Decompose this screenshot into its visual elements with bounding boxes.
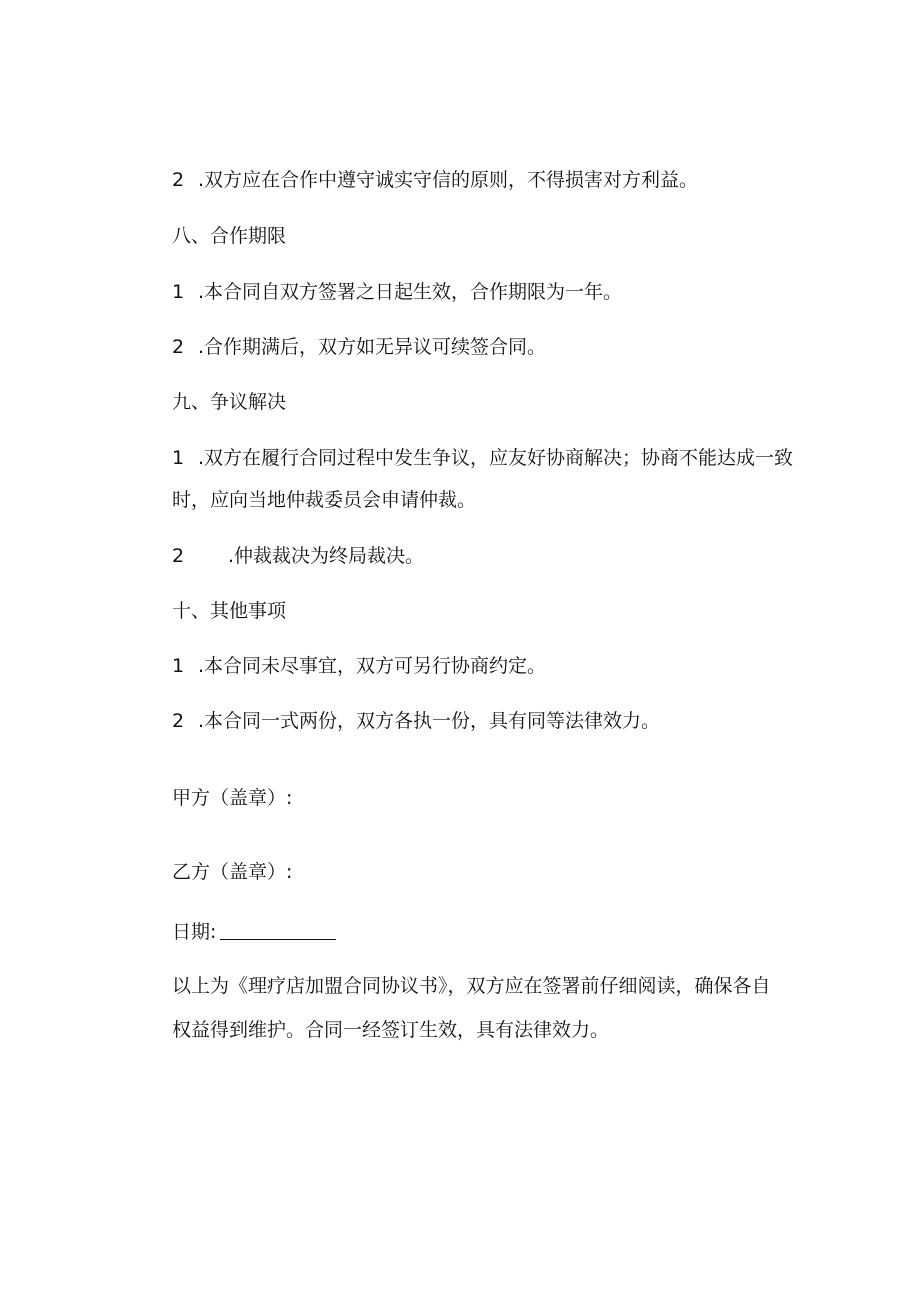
section-heading-8: 八、合作期限 [172, 225, 287, 247]
party-b-seal: 乙方（盖章）: [172, 861, 293, 883]
clause-number: 1 [172, 281, 185, 303]
party-a-seal: 甲方（盖章）: [172, 787, 293, 809]
date-row [172, 918, 336, 946]
clause-9-1-continued [172, 486, 476, 514]
clause-8-1 [172, 278, 622, 306]
clause-text: .本合同未尽事宜，双方可另行协商约定。 [198, 655, 547, 677]
section-heading-9: 九、争议解决 [172, 391, 287, 413]
clause-number: 1 [172, 655, 185, 677]
clause-8-2 [172, 333, 546, 361]
clause-text: .仲裁裁决为终局裁决。 [228, 545, 425, 567]
date-blank-line [220, 921, 336, 940]
date-label: 日期: [172, 921, 217, 943]
clause-text: .合作期满后，双方如无异议可续签合同。 [198, 336, 547, 358]
clause-number: 2 [172, 545, 185, 567]
clause-7-2 [172, 166, 698, 194]
clause-text-line1: .双方在履行合同过程中发生争议，应友好协商解决；协商不能达成一致 [198, 447, 794, 469]
clause-text-line2: 时，应向当地仲裁委员会申请仲裁。 [172, 489, 477, 511]
clause-10-2 [172, 707, 660, 735]
clause-number: 1 [172, 447, 185, 469]
clause-number: 2 [172, 336, 185, 358]
clause-text: .本合同自双方签署之日起生效，合作期限为一年。 [198, 281, 623, 303]
closing-line-1: 以上为《理疗店加盟合同协议书》，双方应在签署前仔细阅读，确保各自 [172, 975, 771, 997]
clause-9-2 [172, 542, 424, 570]
clause-number: 2 [172, 169, 185, 191]
clause-text: .双方应在合作中遵守诚实守信的原则，不得损害对方利益。 [198, 169, 699, 191]
clause-9-1 [172, 444, 793, 472]
section-heading-10: 十、其他事项 [172, 600, 287, 622]
clause-text: .本合同一式两份，双方各执一份，具有同等法律效力。 [198, 710, 661, 732]
clause-10-1 [172, 652, 546, 680]
closing-line-2: 权益得到维护。合同一经签订生效，具有法律效力。 [172, 1019, 610, 1041]
clause-number: 2 [172, 710, 185, 732]
